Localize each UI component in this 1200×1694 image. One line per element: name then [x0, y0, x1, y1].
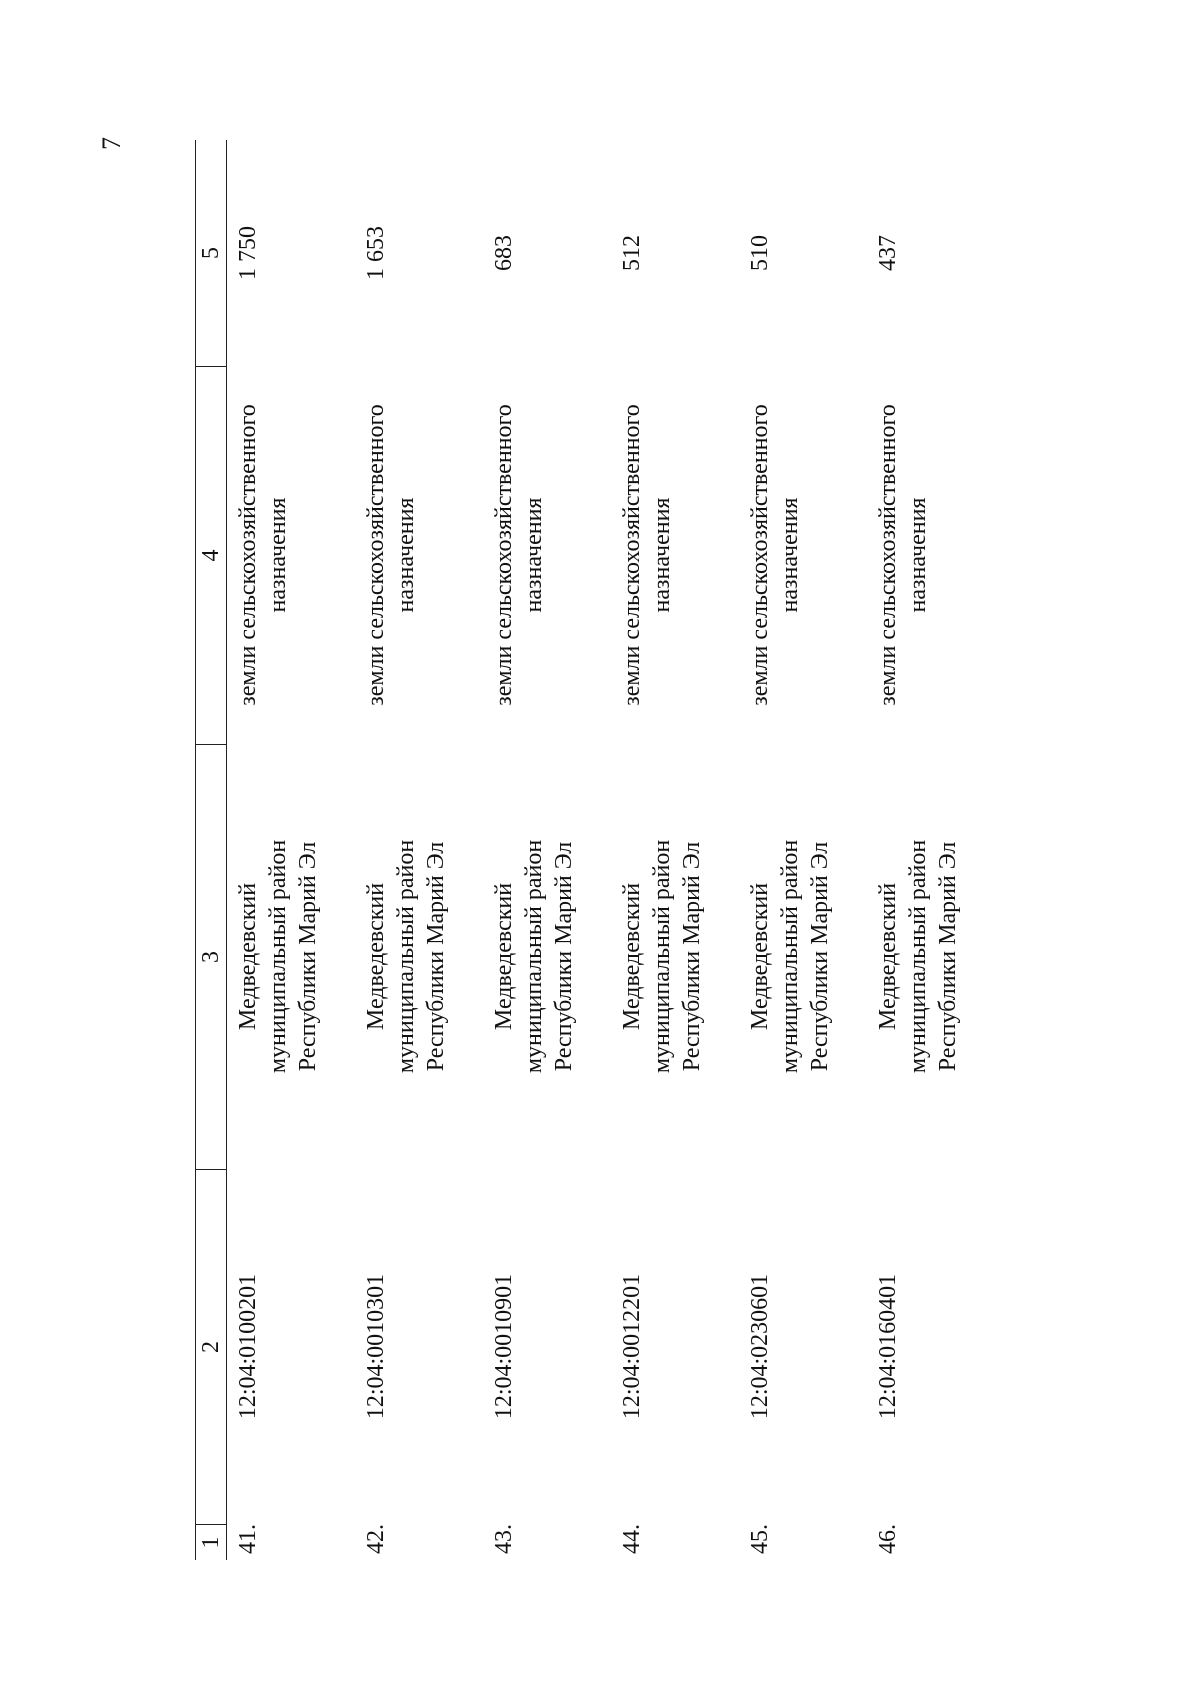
- area-value: 510: [747, 235, 773, 271]
- cadastral-number: 12:04:0010301: [363, 1273, 389, 1420]
- col-header-1: 1: [196, 1524, 226, 1560]
- category-line: назначения: [265, 497, 291, 613]
- row-number: 44.: [619, 1524, 645, 1554]
- location: [617, 744, 707, 1169]
- location-line: Республики Марий Эл: [679, 841, 705, 1072]
- cadastral-number: 12:04:0100201: [235, 1273, 261, 1420]
- col-header-5: 5: [198, 247, 224, 259]
- row-number: 45.: [747, 1524, 773, 1554]
- row-number: 42.: [363, 1524, 389, 1554]
- table-row: [355, 140, 483, 1560]
- land-category: [617, 366, 677, 744]
- table-row: [483, 140, 611, 1560]
- location-line: Республики Марий Эл: [807, 841, 833, 1072]
- land-category: [489, 366, 549, 744]
- page-number: 7: [97, 137, 126, 150]
- cadastral-number: 12:04:0230601: [747, 1273, 773, 1420]
- area-value: 1 653: [363, 226, 389, 280]
- row-number: 46.: [875, 1524, 901, 1554]
- area-value: 1 750: [235, 226, 261, 280]
- location-line: муниципальный район: [777, 839, 803, 1074]
- cadastral-number: 12:04:0010901: [491, 1273, 517, 1420]
- location: [489, 744, 579, 1169]
- location-line: Республики Марий Эл: [551, 841, 577, 1072]
- location-line: Республики Марий Эл: [295, 841, 321, 1072]
- land-table: [195, 140, 995, 1560]
- land-category: [745, 366, 805, 744]
- location: [745, 744, 835, 1169]
- area-value: 683: [491, 235, 517, 271]
- category-line: земли сельскохозяйственного: [491, 404, 517, 706]
- category-line: земли сельскохозяйственного: [747, 404, 773, 706]
- col-header-2: 2: [196, 1169, 226, 1524]
- location-line: Медведевский: [619, 882, 645, 1031]
- category-line: назначения: [905, 497, 931, 613]
- location: [361, 744, 451, 1169]
- table-header: [195, 140, 227, 1560]
- location-line: Медведевский: [875, 882, 901, 1031]
- location: [233, 744, 323, 1169]
- location-line: Медведевский: [747, 882, 773, 1031]
- land-category: [361, 366, 421, 744]
- location-line: Медведевский: [363, 882, 389, 1031]
- location-line: Республики Марий Эл: [423, 841, 449, 1072]
- area-value: 437: [875, 235, 901, 271]
- category-line: земли сельскохозяйственного: [363, 404, 389, 706]
- row-number: 43.: [491, 1524, 517, 1554]
- category-line: назначения: [393, 497, 419, 613]
- area-value: 512: [619, 235, 645, 271]
- table-row: [227, 140, 355, 1560]
- category-line: земли сельскохозяйственного: [235, 404, 261, 706]
- col-header-3: 3: [196, 744, 226, 1169]
- table-row: [611, 140, 739, 1560]
- category-line: назначения: [649, 497, 675, 613]
- category-line: земли сельскохозяйственного: [619, 404, 645, 706]
- location-line: Медведевский: [491, 882, 517, 1031]
- table-row: [867, 140, 995, 1560]
- location-line: муниципальный район: [905, 839, 931, 1074]
- col-header-4: 4: [196, 366, 226, 744]
- location-line: муниципальный район: [393, 839, 419, 1074]
- location-line: муниципальный район: [265, 839, 291, 1074]
- table-row: [739, 140, 867, 1560]
- category-line: назначения: [521, 497, 547, 613]
- land-category: [233, 366, 293, 744]
- category-line: земли сельскохозяйственного: [875, 404, 901, 706]
- row-number: 41.: [235, 1524, 261, 1554]
- location-line: муниципальный район: [521, 839, 547, 1074]
- land-category: [873, 366, 933, 744]
- cadastral-number: 12:04:0012201: [619, 1273, 645, 1420]
- location: [873, 744, 963, 1169]
- location-line: Медведевский: [235, 882, 261, 1031]
- location-line: муниципальный район: [649, 839, 675, 1074]
- category-line: назначения: [777, 497, 803, 613]
- cadastral-number: 12:04:0160401: [875, 1273, 901, 1420]
- location-line: Республики Марий Эл: [935, 841, 961, 1072]
